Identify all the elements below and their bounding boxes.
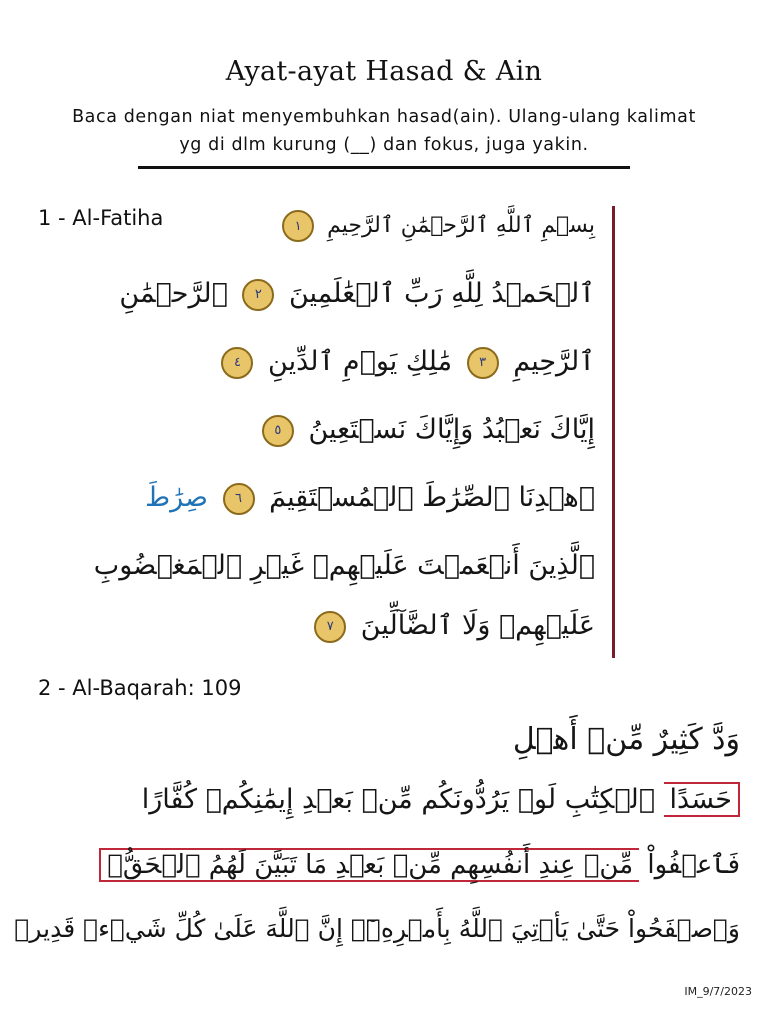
ayah-number-marker: ٧ <box>314 611 346 643</box>
ayah-number-marker: ٥ <box>262 415 294 447</box>
ayah-number-marker: ٣ <box>467 347 499 379</box>
verse-line <box>256 414 595 447</box>
verse-text: فَٱعۡفُواْ <box>647 850 740 880</box>
verse-line <box>142 782 740 817</box>
verse-text: وَدَّ كَثِيرٌ مِّنۡ أَهۡلِ <box>512 722 740 757</box>
verse-text: ٱلرَّحِيمِ <box>513 346 595 377</box>
header-divider <box>138 166 630 169</box>
verse-text: بِسۡمِ ٱللَّهِ ٱلرَّحۡمَٰنِ ٱلرَّحِيمِ <box>327 213 595 238</box>
page-subtitle: Baca dengan niat menyembuhkan hasad(ain). Ulang-ulang kalimat yg di dlm kurung (__) dan fokus, juga yakin. <box>72 107 696 155</box>
date-stamp: IM_9/7/2023 <box>684 985 752 998</box>
page-title: Ayat-ayat Hasad & Ain <box>225 56 543 87</box>
ayah-number-marker: ٦ <box>223 483 255 515</box>
verse-line <box>513 722 740 757</box>
verse-line <box>119 278 595 311</box>
verse-text: ٱلَّذِينَ أَنۡعَمۡتَ عَلَيۡهِمۡ غَيۡرِ ٱلۡمَغۡضُوبِ <box>93 550 595 581</box>
verse-text: إِيَّاكَ نَعۡبُدُ وَإِيَّاكَ نَسۡتَعِينُ <box>308 414 595 445</box>
verse-margin-rule <box>612 206 615 658</box>
ayah-number-marker: ١ <box>282 210 314 242</box>
highlight-bracket-continued: مِّنۡ عِندِ أَنفُسِهِم مِّنۢ بَعۡدِ مَا تَبَيَّنَ لَهُمُ ٱلۡحَقُّۖ <box>99 848 639 882</box>
verse-text: ٱلۡحَمۡدُ لِلَّهِ رَبِّ ٱلۡعَٰلَمِينَ <box>288 278 595 309</box>
verse-line <box>215 346 595 379</box>
verse-line <box>145 482 595 515</box>
ayah-number-marker: ٢ <box>242 279 274 311</box>
verse-text: وَٱصۡفَحُواْ حَتَّىٰ يَأۡتِيَ ٱللَّهُ بِأَمۡرِهِۦٓۗ إِنَّ ٱللَّهَ عَلَىٰ كُلِّ شَيۡءٖ قَدِيرٞ <box>14 914 740 943</box>
section-label-al-baqarah: 2 - Al-Baqarah: 109 <box>38 676 242 700</box>
al-baqarah-verse <box>14 718 740 968</box>
section-label-al-fatiha: 1 - Al-Fatiha <box>38 206 164 230</box>
verse-text: عَلَيۡهِمۡ وَلَا ٱلضَّآلِّينَ <box>360 610 595 641</box>
ayah-number-marker: ٤ <box>221 347 253 379</box>
highlight-bracket-hasad: حَسَدًا <box>664 782 740 817</box>
verse-line <box>94 550 595 581</box>
verse-line <box>99 848 740 882</box>
verse-text: ٱلرَّحۡمَٰنِ <box>119 278 228 309</box>
verse-line <box>308 610 595 643</box>
verse-text: ٱلۡكِتَٰبِ لَوۡ يَرُدُّونَكُم مِّنۢ بَعۡدِ إِيمَٰنِكُمۡ كُفَّارًا <box>141 784 655 815</box>
verse-text: صِرَٰطَ <box>145 482 208 513</box>
verse-line <box>14 914 740 943</box>
verse-line <box>276 210 595 242</box>
verse-text: مَٰلِكِ يَوۡمِ ٱلدِّينِ <box>268 346 453 377</box>
verse-text: ٱهۡدِنَا ٱلصِّرَٰطَ ٱلۡمُسۡتَقِيمَ <box>269 482 595 513</box>
